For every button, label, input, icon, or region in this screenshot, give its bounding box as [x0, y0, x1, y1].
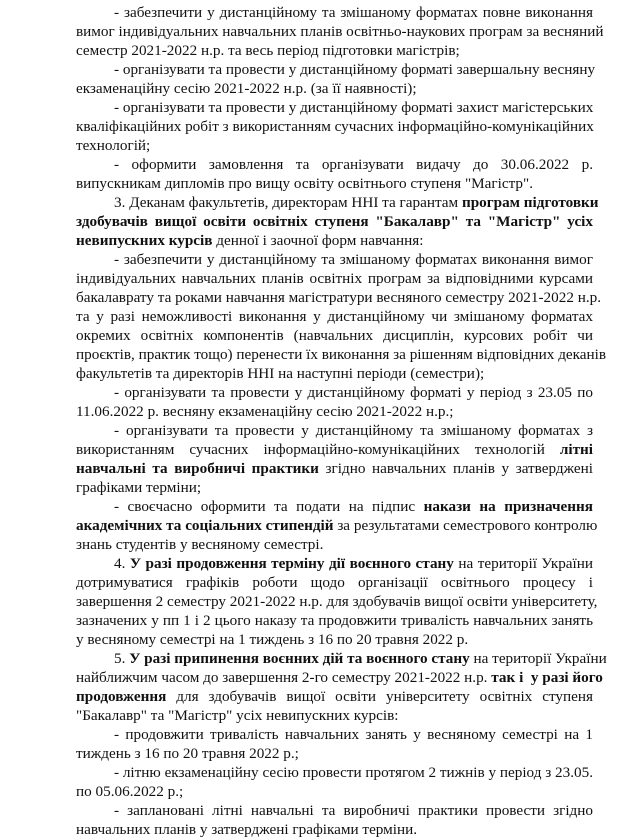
text-line	[114, 60, 596, 79]
text-segment: - своєчасно оформити та подати на підпис	[114, 498, 424, 515]
text-segment: окремих освітніх компонентів (навчальних дисциплін, курсових робіт чи	[76, 327, 593, 344]
text-line	[76, 117, 593, 136]
text-segment: 3. Деканам факультетів, директорам ННІ та гарантам	[114, 194, 462, 211]
text-segment: - літню екзаменаційну сесію провести протягом 2 тижнів у період з 23.05.	[114, 764, 593, 781]
text-line	[76, 79, 593, 98]
bold-text-segment: здобувачів вищої освіти освітніх ступеня "Бакалавр" та "Магістр" усіх	[76, 213, 593, 230]
text-line	[76, 440, 593, 459]
text-segment: 5.	[114, 650, 130, 667]
text-segment: денної і заочної форм навчання:	[212, 232, 424, 249]
text-segment: - організувати та провести у дистанційному та змішаному форматах з	[114, 422, 593, 439]
text-line	[76, 516, 598, 535]
text-line	[76, 782, 593, 801]
text-segment: 11.06.2022 р. весняну екзаменаційну сесію 2021-2022 н.р.;	[76, 403, 454, 420]
text-segment: графіками терміни;	[76, 479, 202, 496]
text-segment: вимог індивідуальних навчальних планів освітньо-наукових програм за весняний	[76, 23, 604, 40]
text-segment: згідно навчальних планів у затверджені	[318, 460, 593, 477]
text-line	[76, 326, 593, 345]
text-segment: за результатами семестрового контролю	[333, 517, 598, 534]
text-segment: - забезпечити у дистанційному та змішаному форматах виконання вимог	[114, 251, 593, 268]
text-line	[114, 383, 593, 402]
text-segment: - оформити замовлення та організувати видачу до 30.06.2022 р.	[114, 156, 593, 173]
text-line	[76, 592, 598, 611]
bold-text-segment: У разі припинення воєнних дій та воєнного стану	[129, 650, 470, 667]
text-segment: факультетів та директорів ННІ на наступні періоди (семестри);	[76, 365, 485, 382]
text-line	[76, 364, 593, 383]
text-line	[76, 288, 602, 307]
text-segment: по 05.06.2022 р.;	[76, 783, 184, 800]
text-line	[114, 98, 593, 117]
text-line	[76, 307, 593, 326]
text-segment: найближчим часом до завершення 2-го семестру 2021-2022 н.р.	[76, 669, 492, 686]
bold-text-segment: продовження	[76, 688, 167, 705]
text-line	[114, 725, 593, 744]
text-line	[76, 687, 593, 706]
bold-text-segment: так і у разі його	[491, 669, 603, 686]
text-line	[76, 820, 593, 839]
text-segment: 4.	[114, 555, 130, 572]
text-line	[76, 573, 593, 592]
text-line	[114, 155, 593, 174]
bold-text-segment: навчальні та виробничі практики	[76, 460, 319, 477]
text-segment: семестр 2021-2022 н.р. та весь період підготовки магістрів;	[76, 42, 460, 59]
text-segment: бакалаврату та роками навчання магістратури весняного семестру 2021-2022 н.р.	[76, 289, 602, 306]
text-line	[76, 744, 593, 763]
text-line	[114, 763, 593, 782]
text-line	[76, 611, 593, 630]
text-line	[76, 668, 603, 687]
text-line	[76, 345, 607, 364]
text-segment: - організувати та провести у дистанційному форматі завершальну весняну	[114, 61, 596, 78]
text-segment: та у разі неможливості виконання у дистанційному чи змішаному форматах	[76, 308, 593, 325]
text-line	[76, 535, 593, 554]
text-segment: - заплановані літні навчальні та виробничі практики провести згідно	[114, 802, 593, 819]
bold-text-segment: невипускних курсів	[76, 232, 213, 249]
text-line	[114, 3, 593, 22]
text-line	[76, 136, 593, 155]
text-line	[76, 22, 604, 41]
text-segment: тиждень з 16 по 20 травня 2022 р.;	[76, 745, 299, 762]
text-line	[114, 421, 593, 440]
text-segment: "Бакалавр" та "Магістр" усіх невипускних курсів:	[76, 707, 399, 724]
text-segment: завершення 2 семестру 2021-2022 н.р. для здобувачів вищої освіти університету,	[76, 593, 598, 610]
text-line	[114, 554, 593, 573]
text-segment: - організувати та провести у дистанційному форматі у період з 23.05 по	[114, 384, 593, 401]
text-segment: зазначених у пп 1 і 2 цього наказу та продовжити тривалість навчальних занять	[76, 612, 593, 629]
text-line	[76, 402, 593, 421]
text-segment: - забезпечити у дистанційному та змішаному форматах повне виконання	[114, 4, 593, 21]
text-line	[76, 630, 593, 649]
bold-text-segment: накази на призначення	[423, 498, 594, 515]
text-segment: на території України	[453, 555, 594, 572]
text-segment: технологій;	[76, 137, 151, 154]
text-segment: екзаменаційну сесію 2021-2022 н.р. (за її наявності);	[76, 80, 417, 97]
text-line	[76, 41, 593, 60]
text-segment: випускникам дипломів про вищу освіту освітнього ступеня "Магістр".	[76, 175, 534, 192]
text-line	[76, 459, 593, 478]
text-line	[114, 497, 593, 516]
text-line	[76, 706, 593, 725]
text-segment: - організувати та провести у дистанційному форматі захист магістерських	[114, 99, 594, 116]
text-segment: навчальних планів у затверджені графіками терміни.	[76, 821, 418, 838]
text-segment: у весняному семестрі на 1 тиждень з 16 по 20 травня 2022 р.	[76, 631, 469, 648]
text-segment: дотримуватися графіків роботи щодо організації освітнього процесу і	[76, 574, 593, 591]
text-segment: для здобувачів вищої освіти університету освітніх ступеня	[166, 688, 593, 705]
text-line	[76, 478, 593, 497]
bold-text-segment: літні	[559, 441, 593, 458]
text-segment: індивідуальних навчальних планів освітніх програм за відповідними курсами	[76, 270, 593, 287]
text-line	[114, 649, 607, 668]
bold-text-segment: У разі продовження терміну дії воєнного стану	[129, 555, 454, 572]
text-line	[76, 231, 593, 250]
text-line	[114, 250, 593, 269]
text-line	[76, 269, 593, 288]
text-segment: на території України	[469, 650, 607, 667]
text-line	[114, 193, 599, 212]
text-line	[114, 801, 593, 820]
text-line	[76, 212, 593, 231]
bold-text-segment: академічних та соціальних стипендій	[76, 517, 334, 534]
text-segment: використанням сучасних інформаційно-комунікаційних технологій	[76, 441, 560, 458]
text-segment: кваліфікаційних робіт з використанням сучасних інформаційно-комунікаційних	[76, 118, 594, 135]
text-segment: - продовжити тривалість навчальних занять у весняному семестрі на 1	[114, 726, 593, 743]
text-line	[76, 174, 593, 193]
text-segment: знань студентів у весняному семестрі.	[76, 536, 324, 553]
bold-text-segment: програм підготовки	[461, 194, 599, 211]
text-segment: проєктів, практик тощо) перенести їх виконання за рішенням відповідних деканів	[76, 346, 607, 363]
